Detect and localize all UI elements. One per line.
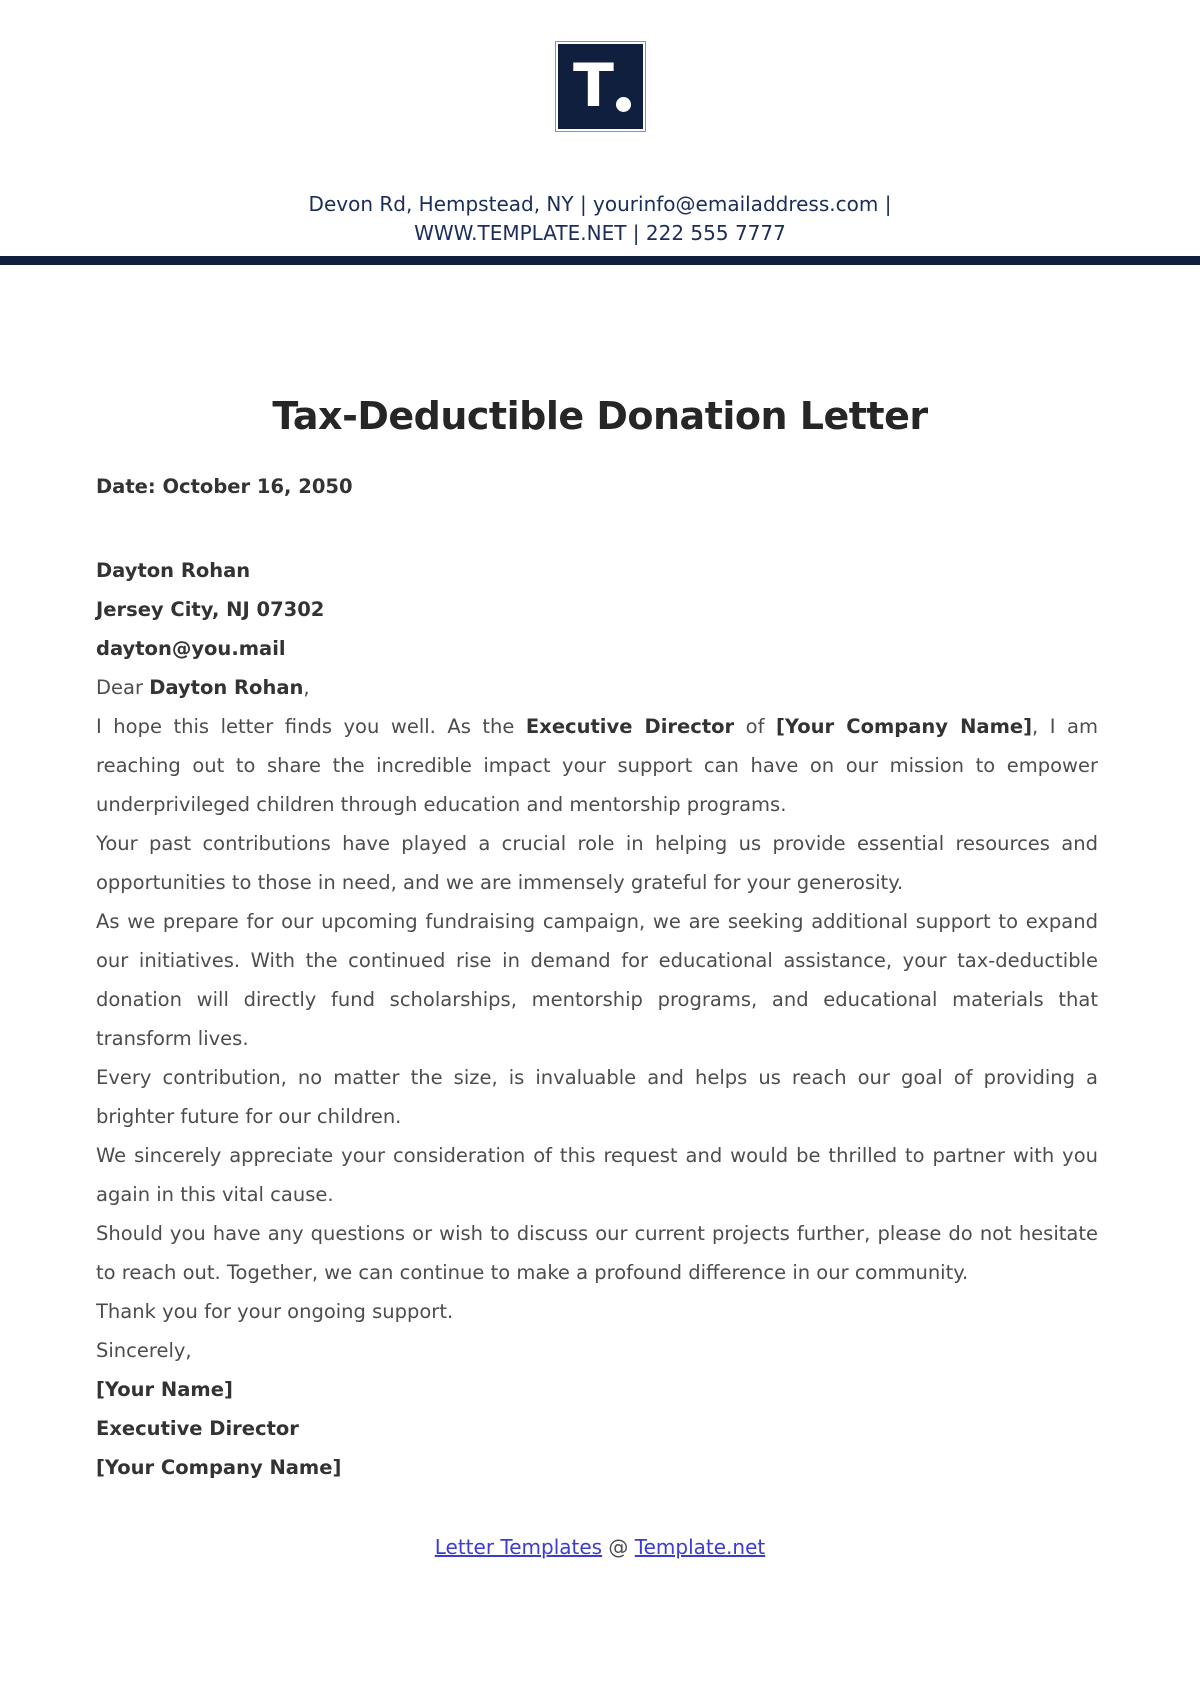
company-logo — [555, 41, 646, 132]
intro-company: [Your Company Name] — [776, 715, 1033, 738]
salutation-prefix: Dear — [96, 676, 150, 699]
letter-body — [96, 470, 1098, 1487]
contact-info — [0, 190, 1200, 248]
recipient-block — [96, 551, 1098, 668]
letter-templates-link[interactable]: Letter Templates — [434, 1535, 603, 1559]
signature-title: Executive Director — [96, 1417, 299, 1440]
body-paragraph: Should you have any questions or wish to discuss our current projects further, please do not hesitate to reach out. Together, we can continue to make a profound difference in our community. — [96, 1222, 1098, 1284]
body-paragraph: Your past contributions have played a crucial role in helping us provide essential resources and opportunities to those in need, and we are immensely grateful for your generosity. — [96, 832, 1098, 894]
salutation-suffix: , — [303, 676, 310, 699]
recipient-name: Dayton Rohan — [96, 559, 251, 582]
intro-part-3: , I am reaching out to share the incredible impact your support can have on our mission to empower underprivileged children through education and mentorship programs. — [96, 715, 1098, 816]
contact-line-1: Devon Rd, Hempstead, NY | yourinfo@emailaddress.com | — [308, 192, 892, 216]
body-paragraph: We sincerely appreciate your consideration of this request and would be thrilled to partner with you again in this vital cause. — [96, 1144, 1098, 1206]
logo-letter: T — [573, 51, 612, 121]
body-paragraph: Every contribution, no matter the size, is invaluable and helps us reach our goal of providing a brighter future for our children. — [96, 1066, 1098, 1128]
salutation — [96, 668, 1098, 707]
closing: Sincerely, — [96, 1339, 192, 1362]
intro-paragraph — [96, 707, 1098, 824]
intro-part-1: I hope this letter finds you well. As the — [96, 715, 526, 738]
letter-title: Tax-Deductible Donation Letter — [272, 394, 928, 438]
recipient-address: Jersey City, NJ 07302 — [96, 598, 325, 621]
intro-part-2: of — [734, 715, 776, 738]
intro-role: Executive Director — [525, 715, 735, 738]
logo-dot — [616, 97, 631, 112]
footer — [0, 1535, 1200, 1559]
template-net-link[interactable]: Template.net — [634, 1535, 766, 1559]
signature-name: [Your Name] — [96, 1378, 233, 1401]
footer-separator: @ — [602, 1535, 635, 1559]
signature-company: [Your Company Name] — [96, 1456, 342, 1479]
contact-line-2: WWW.TEMPLATE.NET | 222 555 7777 — [414, 221, 786, 245]
letter-date: Date: October 16, 2050 — [96, 475, 353, 498]
body-paragraph: As we prepare for our upcoming fundraising campaign, we are seeking additional support to expand our initiatives. With the continued rise in demand for educational assistance, your tax-deductible donation will directly fund scholarships, mentorship programs, and educational materials that transform lives. — [96, 910, 1098, 1050]
body-paragraph: Thank you for your ongoing support. — [96, 1300, 454, 1323]
salutation-name: Dayton Rohan — [149, 676, 304, 699]
recipient-email: dayton@you.mail — [96, 637, 286, 660]
logo-badge — [558, 44, 643, 129]
header-divider — [0, 256, 1200, 265]
